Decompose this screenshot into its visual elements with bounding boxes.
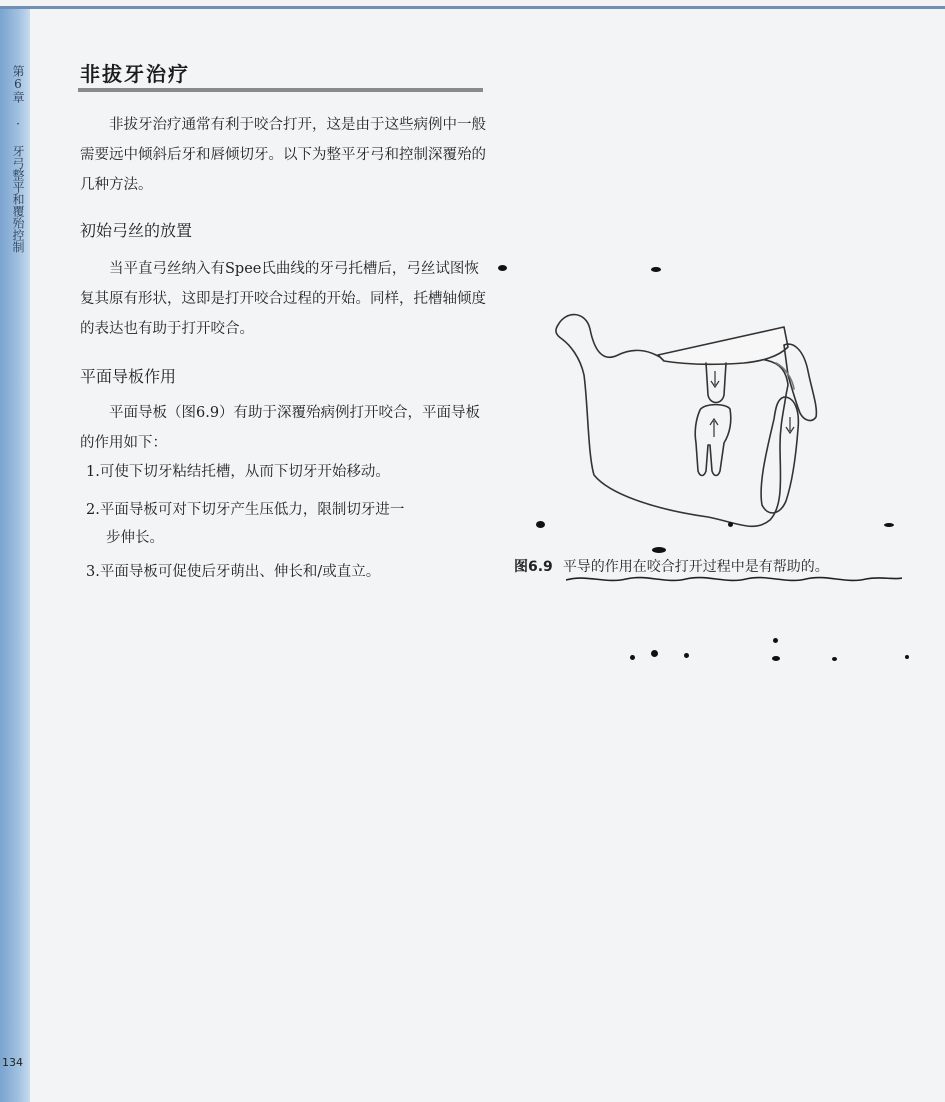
list-item-2-continuation: 步伸长。 xyxy=(106,530,164,546)
ink-spot xyxy=(884,523,894,527)
ink-spot xyxy=(684,653,689,658)
caption-handwritten-underline xyxy=(566,572,902,586)
intro-paragraph: 非拔牙治疗通常有利于咬合打开，这是由于这些病例中一般需要远中倾斜后牙和唇倾切牙。以下为整平牙弓和控制深覆殆的几种方法。 xyxy=(80,117,486,193)
ink-spot xyxy=(728,522,733,527)
paragraph-bite-plane: 平面导板（图6.9）有助于深覆殆病例打开咬合，平面导板的作用如下： xyxy=(80,405,481,451)
section-title: 非拔牙治疗 xyxy=(80,62,190,86)
figure-label: 图6.9 xyxy=(514,559,553,575)
paragraph-initial-archwire: 当平直弓丝纳入有Spee氏曲线的牙弓托槽后，弓丝试图恢复其原有形状，这即是打开咬合过程的开始。同样，托槽轴倾度的表达也有助于打开咬合。 xyxy=(80,261,486,337)
subheading-initial-archwire: 初始弓丝的放置 xyxy=(80,221,193,240)
list-item-1-text: 1.可使下切牙粘结托槽，从而下切牙开始移动。 xyxy=(86,464,390,480)
bite-plane-illustration xyxy=(548,305,838,535)
figure-caption-text: 平导的作用在咬合打开过程中是有帮助的。 xyxy=(562,559,829,575)
ink-spot xyxy=(651,650,658,657)
page-number: 134 xyxy=(2,1056,23,1069)
section-title-rule xyxy=(78,88,483,92)
chapter-label: 第6章 · 牙弓整平和覆殆控制 xyxy=(11,65,25,253)
ink-spot xyxy=(536,521,545,528)
ink-spot xyxy=(652,547,666,553)
bite-plane-appliance xyxy=(658,327,788,364)
ink-spot xyxy=(498,265,507,271)
upper-molar xyxy=(706,363,726,403)
ink-spot xyxy=(905,655,909,659)
page-top-rule xyxy=(0,6,945,9)
subheading-bite-plane: 平面导板作用 xyxy=(80,367,177,386)
list-item-3 xyxy=(86,558,492,586)
chapter-sidebar xyxy=(0,9,30,1102)
upper-molar-arrow xyxy=(711,371,719,387)
list-item-3-text: 3.平面导板可促使后牙萌出、伸长和/或直立。 xyxy=(86,564,381,580)
list-item-2 xyxy=(86,496,492,552)
list-item-1 xyxy=(86,458,492,486)
ink-spot xyxy=(630,655,635,660)
lower-molar xyxy=(695,405,731,476)
ink-spot xyxy=(773,638,778,643)
ink-spot xyxy=(651,267,661,272)
ink-spot xyxy=(832,657,837,661)
upper-incisor xyxy=(784,344,816,420)
lower-molar-arrow xyxy=(710,419,718,437)
ink-spot xyxy=(772,656,780,661)
list-item-2-text: 2.平面导板可对下切牙产生压低力，限制切牙进一 xyxy=(86,502,405,518)
lower-incisor-arrow xyxy=(786,417,794,433)
